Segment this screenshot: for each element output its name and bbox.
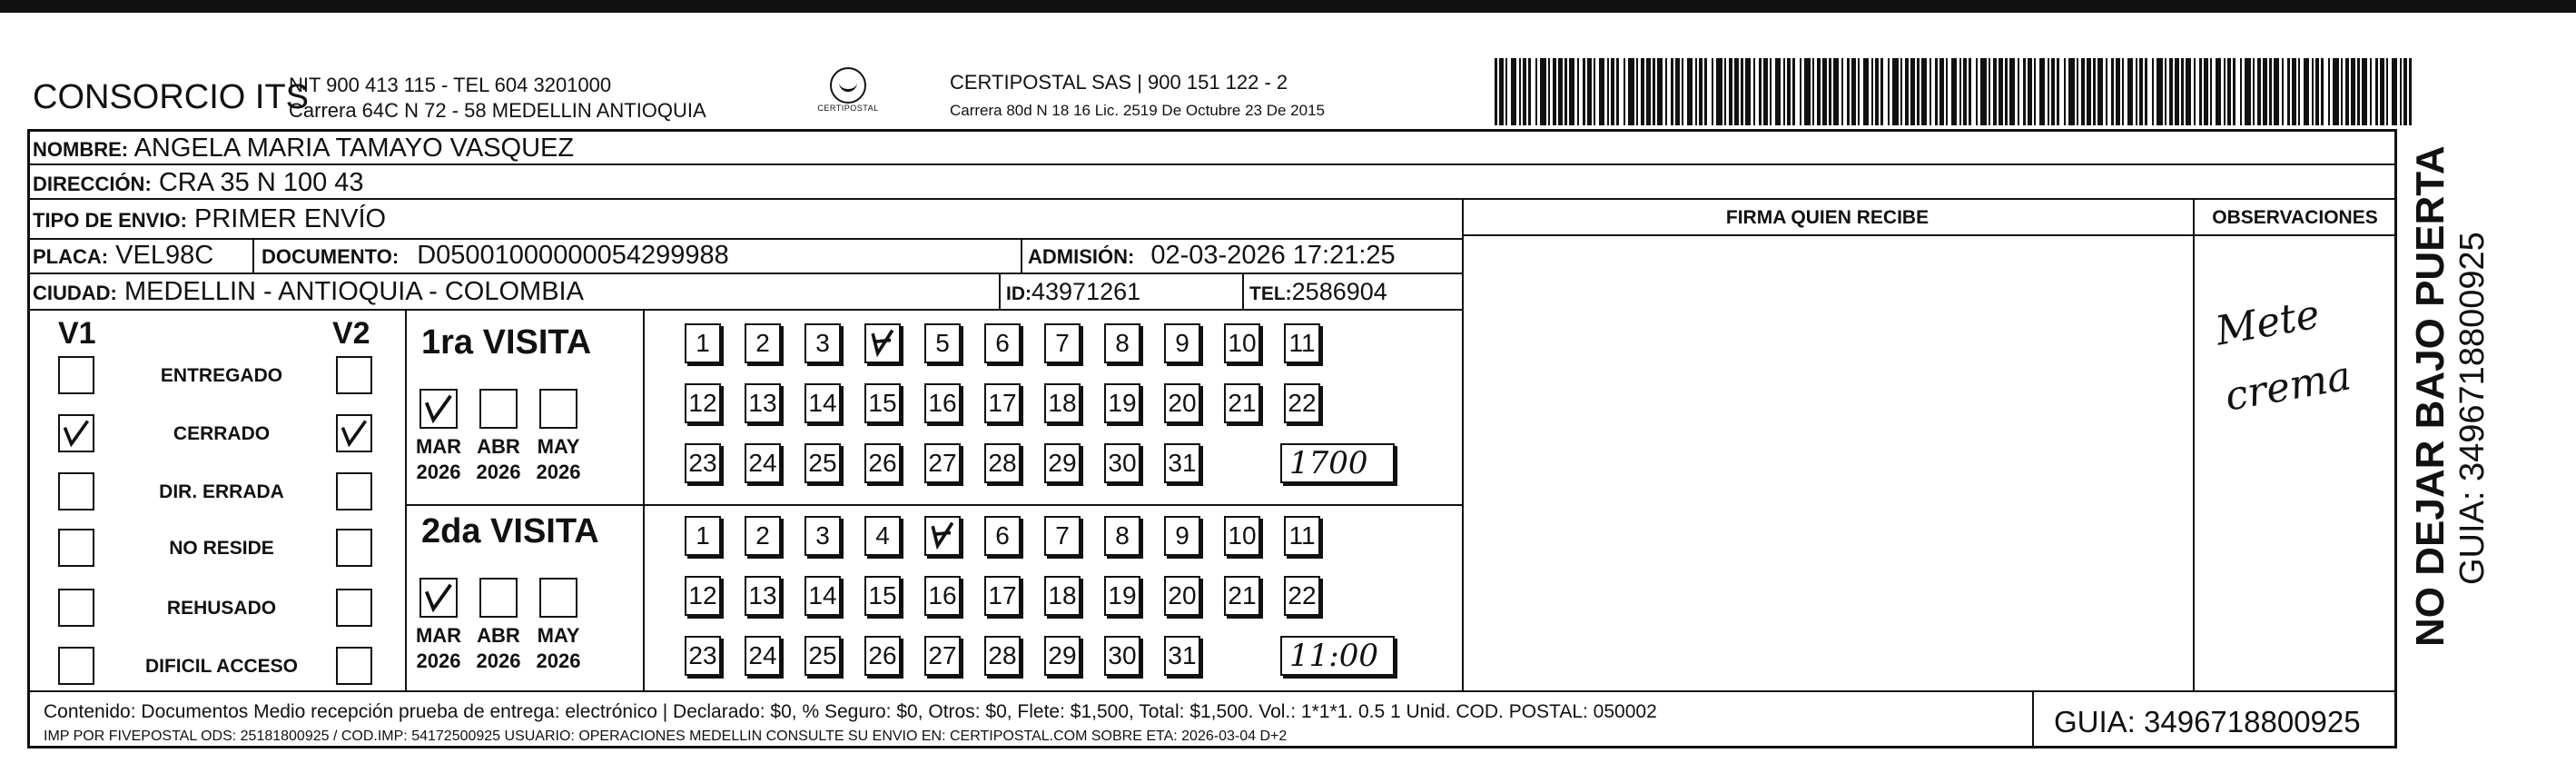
barcode — [1495, 58, 2412, 125]
time-box[interactable] — [1280, 443, 1395, 483]
day-box[interactable]: 2 — [745, 516, 781, 556]
day-box[interactable]: 13 — [745, 576, 781, 616]
month-label: MAY 2026 — [536, 624, 581, 672]
day-box[interactable]: 30 — [1104, 443, 1140, 483]
side-guia: GUIA: 3496718800925 — [2453, 232, 2492, 585]
day-box[interactable]: 9 — [1164, 323, 1200, 363]
day-box[interactable]: 20 — [1164, 576, 1200, 616]
day-box[interactable]: 29 — [1044, 636, 1081, 676]
day-box[interactable]: 26 — [864, 443, 901, 483]
day-box[interactable]: 6 — [984, 516, 1021, 556]
v1-checkbox[interactable] — [58, 414, 94, 452]
day-box[interactable]: 7 — [1044, 516, 1081, 556]
day-box[interactable]: 19 — [1104, 383, 1140, 423]
day-box[interactable]: 12 — [685, 383, 721, 423]
time-box[interactable] — [1280, 636, 1395, 676]
visit-time: 11:00 — [1289, 638, 1378, 674]
day-box[interactable]: 21 — [1224, 576, 1260, 616]
day-box[interactable]: 27 — [924, 443, 961, 483]
month-label: MAR 2026 — [415, 435, 462, 483]
day-box[interactable]: 1 — [685, 323, 721, 363]
id-field — [1006, 276, 1140, 310]
month-checkbox[interactable] — [419, 389, 458, 429]
observation-line-1: Mete — [2212, 291, 2324, 355]
day-box[interactable]: 22 — [1284, 383, 1320, 423]
day-box[interactable]: 21 — [1224, 383, 1260, 423]
status-label: REHUSADO — [166, 598, 277, 619]
day-box[interactable]: 8 — [1104, 516, 1140, 556]
status-label: DIR. ERRADA — [159, 481, 284, 502]
documento-label: DOCUMENTO: — [262, 245, 400, 268]
certipostal-line: CERTIPOSTAL SAS | 900 151 122 - 2 — [950, 71, 1288, 94]
footer-print-line: IMP POR FIVEPOSTAL ODS: 25181800925 / COD.IMP: 54172500925 USUARIO: OPERACIONES MEDELLIN CONSULTE SU ENVIO EN: CERTIPOSTAL.COM SOBRE ETA: 2026-03-04 D+2 — [44, 728, 1288, 744]
tel-label: TEL: — [1249, 283, 1292, 304]
v2-checkbox[interactable] — [336, 529, 372, 567]
v2-checkbox[interactable] — [336, 356, 372, 394]
ciudad-value: MEDELLIN - ANTIOQUIA - COLOMBIA — [123, 277, 584, 306]
day-box[interactable]: 23 — [685, 443, 721, 483]
day-box[interactable] — [864, 323, 901, 363]
day-box[interactable]: 3 — [804, 516, 841, 556]
placa-label: PLACA: — [33, 245, 109, 268]
day-box[interactable]: 11 — [1284, 516, 1320, 556]
visit-time: 1700 — [1289, 445, 1368, 481]
day-box[interactable]: 3 — [804, 323, 841, 363]
v1-checkbox[interactable] — [58, 472, 94, 510]
status-label: DIFICIL ACCESO — [144, 656, 298, 677]
day-box[interactable]: 25 — [804, 443, 841, 483]
no-dejar-bajo-puerta: NO DEJAR BAJO PUERTA — [2408, 145, 2453, 647]
day-box[interactable] — [924, 516, 961, 556]
id-label: ID: — [1006, 283, 1031, 304]
status-label: NO RESIDE — [169, 538, 274, 559]
footer-content-line: Contenido: Documentos Medio recepción prueba de entrega: electrónico | Declarado: $0, % Seguro: $0, Otros: $0, Flete: $1,500, Total: $1,500. Vol.: 1*1*1. 0.5 1 Unid. COD. POSTAL: 050002 — [44, 701, 1657, 722]
direccion-value: CRA 35 N 100 43 — [158, 168, 364, 197]
company-info — [289, 73, 706, 124]
day-box[interactable]: 10 — [1224, 323, 1260, 363]
second-visit-title: 2da VISITA — [421, 512, 599, 550]
tipo-envio-value: PRIMER ENVÍO — [193, 204, 387, 233]
v2-checkbox[interactable] — [336, 647, 372, 685]
day-box[interactable]: 26 — [864, 636, 901, 676]
month-label: MAR 2026 — [415, 624, 462, 672]
firma-header: FIRMA QUIEN RECIBE — [1725, 207, 1930, 228]
v2-checkbox[interactable] — [336, 589, 372, 627]
day-box[interactable]: 14 — [804, 576, 841, 616]
v1-checkbox[interactable] — [58, 647, 94, 685]
day-box[interactable]: 7 — [1044, 323, 1081, 363]
day-box[interactable]: 25 — [804, 636, 841, 676]
admision-value: 02-03-2026 17:21:25 — [1150, 241, 1396, 270]
day-box[interactable]: 18 — [1044, 383, 1081, 423]
day-box[interactable]: 24 — [745, 636, 781, 676]
status-label: ENTREGADO — [160, 365, 283, 386]
day-box[interactable]: 14 — [804, 383, 841, 423]
day-box[interactable]: 9 — [1164, 516, 1200, 556]
company-name: CONSORCIO ITS — [33, 78, 310, 116]
v2-header: V2 — [332, 316, 370, 351]
ciudad-field — [33, 276, 584, 309]
day-box[interactable]: 2 — [745, 323, 781, 363]
month-checkbox[interactable] — [419, 578, 458, 618]
company-address: Carrera 64C N 72 - 58 MEDELLIN ANTIOQUIA — [289, 99, 706, 122]
nit-line: NIT 900 413 115 - TEL 604 3201000 — [289, 74, 612, 96]
day-box[interactable]: 31 — [1164, 443, 1200, 483]
documento-value: D05001000000054299988 — [417, 241, 729, 270]
nombre-field — [33, 133, 574, 165]
month-checkbox[interactable] — [539, 389, 577, 429]
tel-field — [1249, 276, 1387, 310]
day-box[interactable]: 16 — [924, 576, 961, 616]
day-box[interactable]: 15 — [864, 576, 901, 616]
v2-checkbox[interactable] — [336, 472, 372, 510]
day-box[interactable]: 22 — [1284, 576, 1320, 616]
day-box[interactable]: 5 — [924, 323, 961, 363]
top-border — [0, 0, 2576, 13]
v1-checkbox[interactable] — [58, 356, 94, 394]
day-box[interactable]: 23 — [685, 636, 721, 676]
day-box[interactable]: 29 — [1044, 443, 1081, 483]
month-label: ABR 2026 — [476, 624, 521, 672]
day-box[interactable]: 12 — [685, 576, 721, 616]
day-box[interactable]: 13 — [745, 383, 781, 423]
day-box[interactable]: 28 — [984, 443, 1021, 483]
day-box[interactable]: 31 — [1164, 636, 1200, 676]
certipostal-logo-icon — [815, 67, 881, 118]
day-box[interactable]: 24 — [745, 443, 781, 483]
placa-value: VEL98C — [115, 241, 214, 270]
direccion-field — [33, 167, 364, 200]
day-box[interactable]: 20 — [1164, 383, 1200, 423]
month-label: ABR 2026 — [476, 435, 521, 483]
tel-value: 2586904 — [1291, 278, 1387, 305]
status-label: CERRADO — [173, 423, 271, 444]
admision-label: ADMISIÓN: — [1028, 245, 1135, 268]
first-visit-title: 1ra VISITA — [421, 323, 592, 362]
day-box[interactable]: 15 — [864, 383, 901, 423]
observation-line-2: crema — [2221, 352, 2355, 421]
day-box[interactable]: 17 — [984, 383, 1021, 423]
id-value: 43971261 — [1031, 278, 1141, 305]
day-box[interactable]: 10 — [1224, 516, 1260, 556]
day-box[interactable]: 18 — [1044, 576, 1081, 616]
day-box[interactable]: 4 — [864, 516, 901, 556]
day-box[interactable]: 19 — [1104, 576, 1140, 616]
day-box[interactable]: 27 — [924, 636, 961, 676]
month-checkbox[interactable] — [479, 578, 518, 618]
footer-guia: GUIA: 3496718800925 — [2054, 705, 2361, 738]
month-label: MAY 2026 — [536, 435, 581, 483]
day-box[interactable]: 16 — [924, 383, 961, 423]
v1-header: V1 — [58, 316, 96, 351]
tipo-envio-field — [33, 203, 386, 236]
day-box[interactable]: 1 — [685, 516, 721, 556]
documento-field — [262, 240, 729, 273]
nombre-label: NOMBRE: — [33, 138, 129, 161]
v1-checkbox[interactable] — [58, 589, 94, 627]
day-box[interactable]: 8 — [1104, 323, 1140, 363]
logo-text: CERTIPOSTAL — [817, 104, 879, 113]
day-box[interactable]: 30 — [1104, 636, 1140, 676]
certipostal-info — [950, 71, 1325, 120]
placa-field — [33, 240, 213, 273]
nombre-value: ANGELA MARIA TAMAYO VASQUEZ — [133, 134, 575, 163]
month-checkbox[interactable] — [479, 389, 518, 429]
ciudad-label: CIUDAD: — [33, 282, 117, 304]
v2-checkbox[interactable] — [336, 414, 372, 452]
certipostal-address: Carrera 80d N 18 16 Lic. 2519 De Octubre 23 De 2015 — [950, 102, 1325, 119]
v1-checkbox[interactable] — [58, 529, 94, 567]
day-box[interactable]: 6 — [984, 323, 1021, 363]
day-box[interactable]: 28 — [984, 636, 1021, 676]
day-box[interactable]: 11 — [1284, 323, 1320, 363]
day-box[interactable]: 17 — [984, 576, 1021, 616]
admision-field — [1028, 240, 1396, 273]
month-checkbox[interactable] — [539, 578, 577, 618]
tipo-envio-label: TIPO DE ENVIO: — [33, 209, 187, 232]
direccion-label: DIRECCIÓN: — [33, 173, 152, 195]
observaciones-header: OBSERVACIONES — [2212, 207, 2378, 228]
